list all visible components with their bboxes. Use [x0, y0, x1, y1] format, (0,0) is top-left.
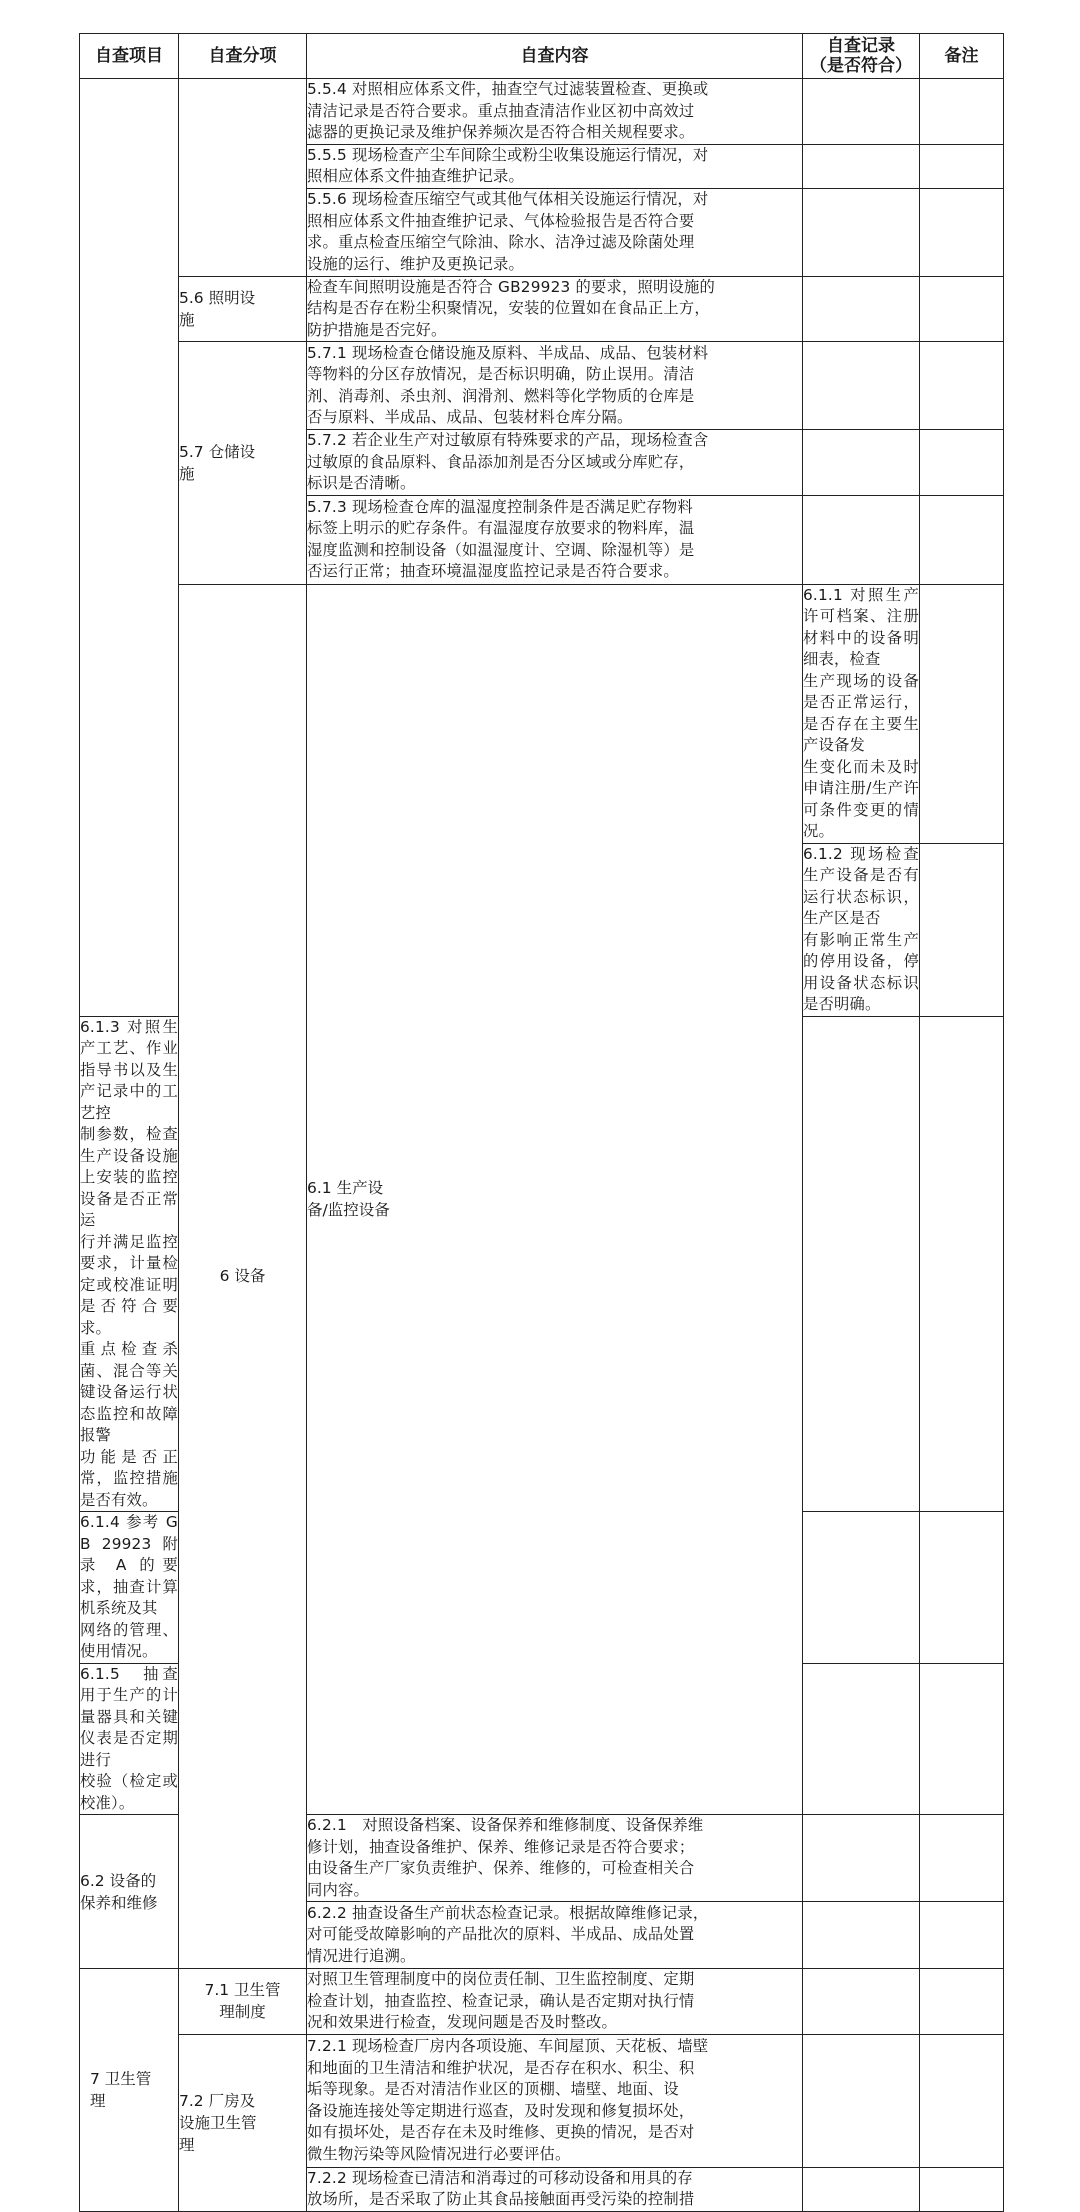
content-cell-5-7-1 — [307, 342, 803, 430]
record-cell[interactable] — [803, 2034, 920, 2167]
content-line: 行并满足监控要求，计量检定或校准证明是否符合要求。 — [80, 1232, 178, 1337]
content-line: 求。重点检查压缩空气除油、除水、洁净过滤及除菌处理 — [307, 233, 695, 251]
record-cell[interactable] — [803, 1512, 920, 1664]
content-line: 5.7.3 现场检查仓库的温湿度控制条件是否满足贮存物料 — [307, 497, 693, 516]
record-cell[interactable] — [803, 342, 920, 430]
content-cell-5-5-4 — [307, 79, 803, 145]
content-line: 否运行正常；抽查环境温湿度监控记录是否符合要求。 — [307, 562, 679, 580]
content-cell-5-7-2 — [307, 430, 803, 496]
record-cell[interactable] — [803, 2167, 920, 2211]
record-cell[interactable] — [803, 144, 920, 188]
content-line: 5.7.1 现场检查仓储设施及原料、半成品、成品、包装材料 — [307, 343, 709, 362]
content-line: 6.1.5 抽查用于生产的计量器具和关键仪表是否定期进行 — [80, 1664, 178, 1769]
content-line: 5.5.4 对照相应体系文件，抽查空气过滤装置检查、更换或 — [307, 80, 709, 98]
content-line: 检查计划，抽查监控、检查记录，确认是否定期对执行情 — [307, 1991, 695, 2010]
content-line: 生产现场的设备是否正常运行，是否存在主要生产设备发 — [803, 671, 919, 754]
content-cell-6-2-2 — [307, 1902, 803, 1969]
content-line: 5.7.2 若企业生产对过敏原有特殊要求的产品，现场检查含 — [307, 431, 709, 449]
content-line: 照相应体系文件抽查维护记录、气体检验报告是否符合要 — [307, 211, 695, 230]
content-line: 生变化而未及时申请注册/生产许可条件变更的情况。 — [803, 757, 919, 840]
content-line: 照相应体系文件抽查维护记录。 — [307, 167, 524, 185]
content-line: 6.1.4 参考 GB 29923 附录 A 的要求，抽查计算机系统及其 — [80, 1513, 178, 1617]
content-line: 如有损坏处，是否存在未及时维修、更换的情况，是否对 — [307, 2123, 695, 2141]
subitem-line: 7.1 卫生管 — [204, 1981, 281, 2000]
subitem-cell-5-5 — [179, 79, 307, 277]
record-cell[interactable] — [803, 188, 920, 276]
header-record-line-2: （是否符合） — [810, 56, 912, 76]
record-cell[interactable] — [803, 495, 920, 584]
record-cell[interactable] — [920, 584, 1004, 843]
content-line: 垢等现象。是否对清洁作业区的顶棚、墙壁、地面、设 — [307, 2080, 679, 2098]
record-cell[interactable] — [920, 843, 1004, 1016]
category-cell-7 — [80, 1969, 179, 2212]
record-cell[interactable] — [803, 1969, 920, 2035]
subitem-line: 6.2 设备的 — [80, 1871, 157, 1890]
category-line: 7 卫生管 — [90, 2069, 152, 2088]
content-line: 7.2.1 现场检查厂房内各项设施、车间屋顶、天花板、墙壁 — [307, 2037, 709, 2055]
content-line: 否与原料、半成品、成品、包装材料仓库分隔。 — [307, 408, 633, 426]
content-line: 情况进行追溯。 — [307, 1946, 416, 1965]
category-line: 理 — [90, 2091, 106, 2110]
subitem-line: 备/监控设备 — [307, 1201, 390, 1220]
content-cell-7-2-2 — [307, 2167, 803, 2211]
content-cell-7-2-1 — [307, 2034, 803, 2167]
category-cell-6: 6 设备 — [179, 584, 307, 1969]
content-line: 等物料的分区存放情况，是否标识明确，防止误用。清洁 — [307, 365, 695, 383]
content-line: 清洁记录是否符合要求。重点抽查清洁作业区初中高效过 — [307, 101, 695, 120]
content-line: 标识是否清晰。 — [307, 474, 416, 492]
record-cell[interactable] — [803, 430, 920, 496]
content-cell-5-5-6 — [307, 188, 803, 276]
header-record-line-1: 自查记录 — [827, 36, 895, 56]
subitem-cell-5-7 — [179, 342, 307, 585]
content-line: 对可能受故障影响的产品批次的原料、半成品、成品处置 — [307, 1925, 695, 1944]
header-row — [80, 34, 1004, 79]
content-line: 滤器的更换记录及维护保养频次是否符合相关规程要求。 — [307, 123, 695, 141]
content-line: 7.2.2 现场检查已清洁和消毒过的可移动设备和用具的存 — [307, 2168, 693, 2187]
remark-cell[interactable] — [920, 144, 1004, 188]
content-line: 对照卫生管理制度中的岗位责任制、卫生监控制度、定期 — [307, 1970, 695, 1988]
content-line: 重点检查杀菌、混合等关键设备运行状态监控和故障报警 — [80, 1340, 178, 1444]
remark-cell[interactable] — [920, 342, 1004, 430]
content-line: 标签上明示的贮存条件。有温湿度存放要求的物料库，温 — [307, 519, 695, 537]
content-line: 检查车间照明设施是否符合 GB29923 的要求，照明设施的 — [307, 277, 715, 296]
subitem-cell-6-2 — [80, 1815, 179, 1969]
content-cell-7-1 — [307, 1969, 803, 2035]
record-cell[interactable] — [803, 79, 920, 145]
subitem-line: 设施卫生管 — [179, 2113, 257, 2132]
content-line: 5.5.5 现场检查产尘车间除尘或粉尘收集设施运行情况，对 — [307, 145, 709, 164]
content-line: 6.1.3 对照生产工艺、作业指导书以及生产记录中的工艺控 — [80, 1017, 178, 1122]
header-item: 自查项目 — [80, 34, 179, 79]
remark-cell[interactable] — [920, 2034, 1004, 2167]
content-line: 制参数，检查生产设备设施上安装的监控设备是否正常运 — [80, 1125, 178, 1229]
remark-cell[interactable] — [920, 2167, 1004, 2211]
subitem-cell-5-6 — [179, 276, 307, 342]
table-row — [80, 584, 1004, 843]
content-line: 备设施连接处等定期进行巡查，及时发现和修复损坏处， — [307, 2101, 695, 2120]
header-record — [803, 34, 920, 79]
content-line: 有影响正常生产的停用设备，停用设备状态标识是否明确。 — [803, 930, 919, 1013]
remark-cell[interactable] — [920, 430, 1004, 496]
subitem-line: 施 — [179, 464, 195, 483]
header-subitem: 自查分项 — [179, 34, 307, 79]
content-line: 湿度监测和控制设备（如温湿度计、空调、除湿机等）是 — [307, 540, 695, 559]
self-inspection-table — [79, 33, 1004, 2212]
remark-cell[interactable] — [920, 1902, 1004, 1969]
content-line: 过敏原的食品原料、食品添加剂是否分区域或分库贮存， — [307, 452, 695, 471]
record-cell[interactable] — [803, 1902, 920, 1969]
table-row — [80, 2034, 1004, 2167]
category-cell-5 — [80, 79, 179, 1017]
content-line: 放场所，是否采取了防止其食品接触面再受污染的控制措 — [307, 2190, 695, 2208]
table-row — [80, 1969, 1004, 2035]
subitem-cell-7-2 — [179, 2034, 307, 2211]
content-line: 修计划，抽查设备维护、保养、维修记录是否符合要求； — [307, 1837, 695, 1856]
subitem-line: 理制度 — [219, 2003, 266, 2022]
content-line: 6.2.1 对照设备档案、设备保养和维修制度、设备保养维 — [307, 1816, 704, 1834]
subitem-line: 7.2 厂房及 — [179, 2091, 256, 2110]
remark-cell[interactable] — [920, 1016, 1004, 1512]
subitem-line: 6.1 生产设 — [307, 1179, 384, 1198]
remark-cell[interactable] — [920, 188, 1004, 276]
content-line: 结构是否存在粉尘积聚情况，安装的位置如在食品正上方， — [307, 299, 710, 317]
content-line: 6.1.2 现场检查生产设备是否有运行状态标识，生产区是否 — [803, 844, 919, 927]
content-cell-5-6 — [307, 276, 803, 342]
content-line: 6.1.1 对照生产许可档案、注册材料中的设备明细表，检查 — [803, 585, 919, 668]
table-row — [80, 79, 1004, 145]
content-cell-5-7-3 — [307, 495, 803, 584]
content-cell-6-2-1 — [307, 1815, 803, 1902]
subitem-cell-7-1 — [179, 1969, 307, 2035]
content-line: 和地面的卫生清洁和维护状况，是否存在积水、积尘、积 — [307, 2058, 695, 2077]
content-line: 设施的运行、维护及更换记录。 — [307, 254, 524, 273]
content-line: 剂、消毒剂、杀虫剂、润滑剂、燃料等化学物质的仓库是 — [307, 386, 695, 405]
content-cell-6-1-5 — [80, 1663, 179, 1815]
record-cell[interactable] — [803, 1663, 920, 1815]
subitem-line: 保养和维修 — [80, 1893, 158, 1912]
content-line: 同内容。 — [307, 1880, 369, 1899]
content-line: 由设备生产厂家负责维护、保养、维修的，可检查相关合 — [307, 1859, 695, 1877]
content-cell-6-1-1 — [803, 584, 920, 843]
remark-cell[interactable] — [920, 79, 1004, 145]
content-line: 微生物污染等风险情况进行必要评估。 — [307, 2144, 571, 2163]
subitem-line: 5.6 照明设 — [179, 288, 256, 307]
content-line: 况和效果进行检查，发现问题是否及时整改。 — [307, 2013, 617, 2031]
content-line: 6.2.2 抽查设备生产前状态检查记录。根据故障维修记录， — [307, 1903, 709, 1922]
record-cell[interactable] — [803, 1815, 920, 1902]
subitem-cell-6-1 — [307, 584, 803, 1815]
remark-cell[interactable] — [920, 1663, 1004, 1815]
subitem-line: 5.7 仓储设 — [179, 442, 256, 461]
remark-cell[interactable] — [920, 1815, 1004, 1902]
content-cell-6-1-4 — [80, 1512, 179, 1664]
remark-cell[interactable] — [920, 276, 1004, 342]
record-cell[interactable] — [803, 276, 920, 342]
table-row — [80, 276, 1004, 342]
table-row — [80, 342, 1004, 430]
content-cell-6-1-2 — [803, 843, 920, 1016]
content-cell-6-1-3 — [80, 1016, 179, 1512]
record-cell[interactable] — [803, 1016, 920, 1512]
content-line: 网络的管理、使用情况。 — [80, 1620, 178, 1660]
content-line: 功能是否正常，监控措施是否有效。 — [80, 1447, 178, 1509]
remark-cell[interactable] — [920, 495, 1004, 584]
remark-cell[interactable] — [920, 1512, 1004, 1664]
content-line: 5.5.6 现场检查压缩空气或其他气体相关设施运行情况，对 — [307, 190, 709, 208]
content-cell-5-5-5 — [307, 144, 803, 188]
subitem-line: 施 — [179, 310, 195, 329]
content-line: 校验（检定或校准）。 — [80, 1772, 178, 1812]
content-line: 防护措施是否完好。 — [307, 320, 447, 339]
subitem-line: 理 — [179, 2135, 195, 2154]
header-remark: 备注 — [920, 34, 1004, 79]
remark-cell[interactable] — [920, 1969, 1004, 2035]
header-content: 自查内容 — [307, 34, 803, 79]
